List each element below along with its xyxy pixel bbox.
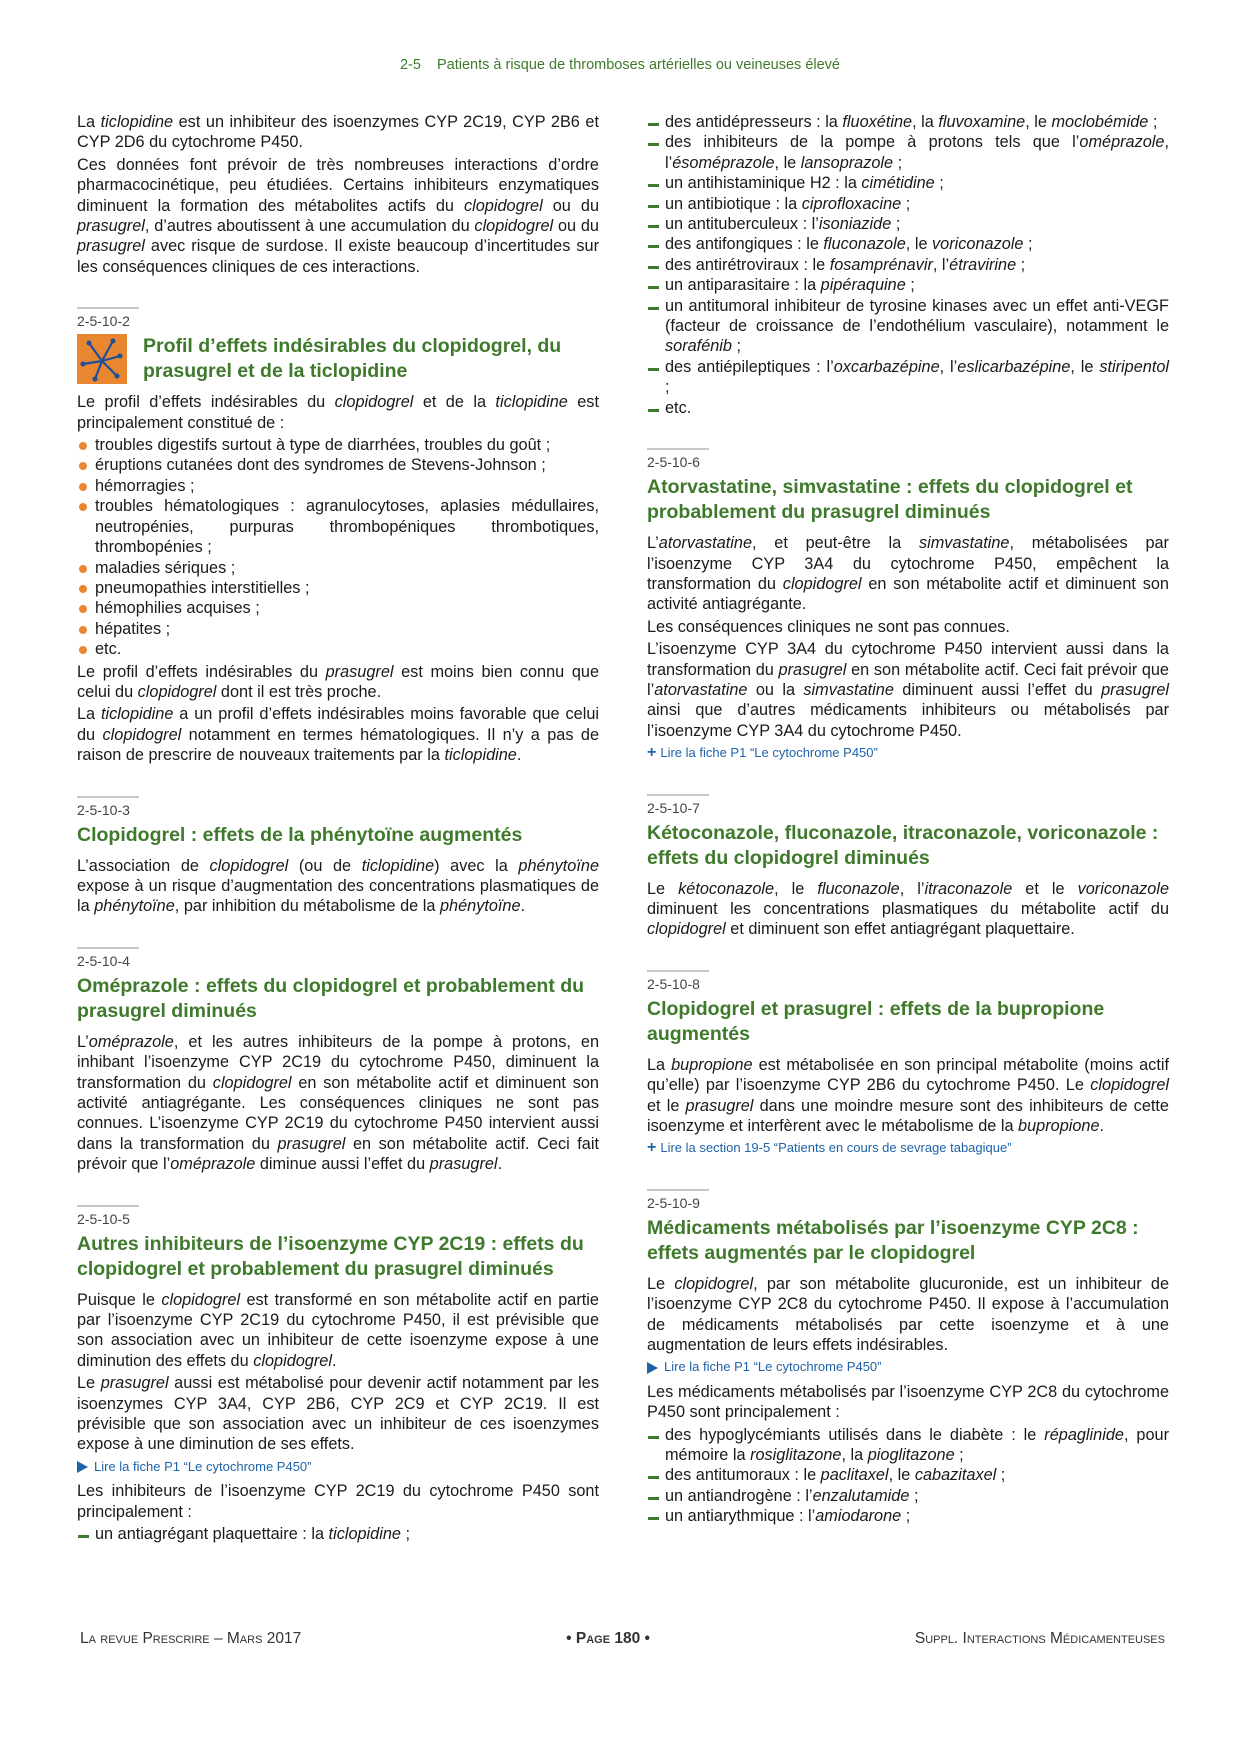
list-item: un antiagrégant plaquettaire : la ticlopidine ; xyxy=(77,1524,599,1544)
running-head-number: 2-5 xyxy=(399,57,421,73)
running-head xyxy=(0,57,1240,73)
section-rule xyxy=(647,1189,709,1191)
section-2-5-10-6 xyxy=(647,448,1169,763)
section-heading-with-icon xyxy=(77,334,599,392)
section-rule xyxy=(77,1205,139,1207)
arrow-right-icon xyxy=(647,1362,658,1374)
section-paragraph: Le kétoconazole, le fluconazole, l’itraconazole et le voriconazole diminuent les concentrations plasmatiques du métabolite actif du clopidogrel et diminuent son effet antiagrégant plaquettaire. xyxy=(647,879,1170,939)
list-item: des antitumoraux : le paclitaxel, le cabazitaxel ; xyxy=(647,1465,1169,1485)
page-number: • Page 180 • xyxy=(566,1630,650,1647)
list-item: etc. xyxy=(647,398,1169,418)
section-2-5-10-7 xyxy=(647,794,1169,940)
list-item: un antiarythmique : l’amiodarone ; xyxy=(647,1506,1169,1526)
list-item: troubles digestifs surtout à type de diarrhées, troubles du goût ; xyxy=(77,435,599,455)
cross-reference-text[interactable]: Lire la section 19-5 “Patients en cours de sevrage tabagique” xyxy=(660,1140,1012,1156)
section-paragraph: La bupropione est métabolisée en son principal métabolite (moins actif qu’elle) par l’isoenzyme CYP 2B6 du cytochrome P450. Le clopidogrel et le prasugrel dans une moindre mesure sont des inhibiteurs de cette isoenzyme et interfèrent avec le métabolisme de la bupropione. xyxy=(647,1055,1169,1135)
section-title: Oméprazole : effets du clopidogrel et probablement du prasugrel diminués xyxy=(77,974,585,1022)
list-item: un antibiotique : la ciprofloxacine ; xyxy=(647,194,1169,214)
arrow-right-icon xyxy=(77,1461,88,1473)
section-paragraph: L’isoenzyme CYP 3A4 du cytochrome P450 intervient aussi dans la transformation du prasugrel en son métabolite actif. Ceci fait prévoir que l’atorvastatine ou la simvastatine diminuent aussi l’effet du prasugrel ainsi que d’autres médicaments inhibiteurs ou métabolisés par l’isoenzyme CYP 3A4 du cytochrome P450. xyxy=(647,640,1169,740)
section-code: 2-5-10-7 xyxy=(647,799,700,816)
adverse-effects-list xyxy=(77,435,599,659)
cross-reference-text[interactable]: Lire la fiche P1 “Le cytochrome P450” xyxy=(660,745,878,761)
list-item: hémorragies ; xyxy=(77,476,599,496)
list-item: un antituberculeux : l’isoniazide ; xyxy=(647,214,1169,234)
section-title: Autres inhibiteurs de l’isoenzyme CYP 2C19 : effets du clopidogrel et probablement du prasugrel diminués xyxy=(77,1232,584,1280)
list-item: des inhibiteurs de la pompe à protons tels que l’oméprazole, l’ésoméprazole, le lansoprazole ; xyxy=(647,132,1169,173)
section-paragraph: Le clopidogrel, par son métabolite glucuronide, est un inhibiteur de l’isoenzyme CYP 2C8 du cytochrome P450. Il expose à l’accumulation de médicaments métabolisés par cette isoenzyme et à une augmentation de leurs effets indésirables. xyxy=(647,1274,1170,1355)
list-item: un antiparasitaire : la pipéraquine ; xyxy=(647,275,1169,295)
section-paragraph: Les conséquences cliniques ne sont pas connues. xyxy=(647,617,1010,636)
section-code: 2-5-10-6 xyxy=(647,454,700,471)
section-title: Atorvastatine, simvastatine : effets du clopidogrel et probablement du prasugrel diminués xyxy=(647,476,1133,524)
list-item: éruptions cutanées dont des syndromes de Stevens-Johnson ; xyxy=(77,455,599,475)
right-column xyxy=(647,112,1169,1529)
running-head-title: Patients à risque de thromboses artérielles ou veineuses élevé xyxy=(436,57,840,73)
section-paragraph: L’oméprazole, et les autres inhibiteurs de la pompe à protons, en inhibant l’isoenzyme CYP 2C19 du cytochrome P450, diminuent la transformation du clopidogrel en son métabolite actif et diminuent son activité antiagrégante. Les conséquences cliniques ne sont pas connues. L’isoenzyme CYP 2C19 du cytochrome P450 intervient aussi dans la transformation du prasugrel en son métabolite actif. Ceci fait prévoir que l’oméprazole diminue aussi l’effet du prasugrel. xyxy=(77,1032,600,1174)
cross-reference-text[interactable]: Lire la fiche P1 “Le cytochrome P450” xyxy=(94,1458,312,1474)
inhibitor-list-continued xyxy=(647,112,1169,418)
section-code: 2-5-10-4 xyxy=(77,952,130,969)
list-item: des antidépresseurs : la fluoxétine, la fluvoxamine, le moclobémide ; xyxy=(647,112,1169,132)
page-footer xyxy=(80,1630,1165,1648)
list-item: un antihistaminique H2 : la cimétidine ; xyxy=(647,173,1169,193)
section-paragraph: L’atorvastatine, et peut-être la simvastatine, métabolisées par l’isoenzyme CYP 3A4 du cytochrome P450, empêchent la transformation du clopidogrel en son métabolite actif et diminuent son activité antiagrégante. xyxy=(647,534,1169,614)
section-title: Médicaments métabolisés par l’isoenzyme CYP 2C8 : effets augmentés par le clopidogrel xyxy=(647,1216,1139,1264)
section-rule xyxy=(77,307,139,309)
list-item: hémophilies acquises ; xyxy=(77,598,599,618)
section-paragraph: Les médicaments métabolisés par l’isoenzyme CYP 2C8 du cytochrome P450 sont principalement : xyxy=(647,1382,1169,1422)
section-paragraph: Le profil d’effets indésirables du clopidogrel et de la ticlopidine est principalement constitué de : xyxy=(77,393,599,432)
intro-paragraph-1: La ticlopidine est un inhibiteur des isoenzymes CYP 2C19, CYP 2B6 et CYP 2D6 du cytochrome P450. xyxy=(77,113,599,152)
cross-reference-link[interactable] xyxy=(77,1457,599,1477)
cross-reference-link[interactable] xyxy=(647,1357,1169,1377)
section-title: Kétoconazole, fluconazole, itraconazole, voriconazole : effets du clopidogrel diminués xyxy=(647,821,1159,869)
section-code: 2-5-10-2 xyxy=(77,313,130,330)
list-item: troubles hématologiques : agranulocytoses, aplasies médullaires, neutropénies, purpuras thrombopéniques thrombotiques, thrombopénies ; xyxy=(77,496,599,557)
cross-reference-text[interactable]: Lire la fiche P1 “Le cytochrome P450” xyxy=(664,1359,882,1375)
list-item: des antiépileptiques : l’oxcarbazépine, l’eslicarbazépine, le stiripentol ; xyxy=(647,357,1169,398)
section-paragraph: Le prasugrel aussi est métabolisé pour devenir actif notamment par les isoenzymes CYP 3A4, CYP 2B6, CYP 2C9 et CYP 2C19. Il est prévisible que son association avec un inhibiteur de ces isoenzymes expose à une diminution de ses effets. xyxy=(77,1374,599,1454)
footer-journal: La revue Prescrire – Mars 2017 xyxy=(80,1630,302,1647)
list-item: des hypoglycémiants utilisés dans le diabète : le répaglinide, pour mémoire la rosiglitazone, la pioglitazone ; xyxy=(647,1425,1169,1466)
section-2-5-10-9 xyxy=(647,1189,1169,1527)
section-2-5-10-5 xyxy=(77,1205,599,1545)
section-code: 2-5-10-9 xyxy=(647,1194,700,1211)
section-paragraph: La ticlopidine a un profil d’effets indésirables moins favorable que celui du clopidogrel notamment en termes hématologiques. Il n’y a pas de raison de prescrire de nouveaux traitements par la ticlopidine. xyxy=(77,705,599,765)
section-paragraph: L’association de clopidogrel (ou de ticlopidine) avec la phénytoïne expose à un risque d’augmentation des concentrations plasmatiques de la phénytoïne, par inhibition du métabolisme de la phénytoïne. xyxy=(77,856,599,916)
section-rule xyxy=(647,794,709,796)
plus-icon: + xyxy=(647,744,657,762)
section-code: 2-5-10-3 xyxy=(77,801,130,818)
inhibitor-list xyxy=(77,1524,599,1544)
section-2-5-10-2 xyxy=(77,307,599,765)
section-code: 2-5-10-8 xyxy=(647,975,700,992)
list-item: hépatites ; xyxy=(77,619,599,639)
section-paragraph: Puisque le clopidogrel est transformé en son métabolite actif en partie par l’isoenzyme CYP 2C19 du cytochrome P450, il est prévisible que son association avec un inhibiteur de cette isoenzyme expose à une diminution des effets du clopidogrel. xyxy=(77,1290,599,1370)
footer-supplement: Suppl. Interactions Médicamenteuses xyxy=(914,1630,1165,1647)
cyp2c8-substrates-list xyxy=(647,1425,1169,1527)
list-item: un antiandrogène : l’enzalutamide ; xyxy=(647,1486,1169,1506)
plus-icon: + xyxy=(647,1139,657,1157)
section-paragraph: Les inhibiteurs de l’isoenzyme CYP 2C19 du cytochrome P450 sont principalement : xyxy=(77,1482,599,1521)
section-title: Profil d’effets indésirables du clopidogrel, du prasugrel et de la ticlopidine xyxy=(143,335,562,383)
section-rule xyxy=(647,448,709,450)
section-paragraph: Le profil d’effets indésirables du prasugrel est moins bien connu que celui du clopidogrel dont il est très proche. xyxy=(77,662,599,701)
list-item: des antifongiques : le fluconazole, le voriconazole ; xyxy=(647,234,1169,254)
list-item: un antitumoral inhibiteur de tyrosine kinases avec un effet anti-VEGF (facteur de croissance de l’endothélium vasculaire), notamment le sorafénib ; xyxy=(647,296,1169,357)
list-item: pneumopathies interstitielles ; xyxy=(77,578,599,598)
cross-reference-link[interactable] xyxy=(647,743,1169,763)
cross-reference-link[interactable] xyxy=(647,1138,1169,1158)
list-item: des antirétroviraux : le fosamprénavir, l’étravirine ; xyxy=(647,255,1169,275)
section-title: Clopidogrel : effets de la phénytoïne augmentés xyxy=(77,823,523,846)
section-rule xyxy=(77,947,139,949)
section-rule xyxy=(77,796,139,798)
intro-paragraph-2: Ces données font prévoir de très nombreuses interactions d’ordre pharmacocinétique, peu étudiées. Certains inhibiteurs enzymatiques diminuent la formation des métabolites actifs du clopidogrel ou du prasugrel, d’autres aboutissent à une accumulation du clopidogrel ou du prasugrel avec risque de surdose. Il existe beaucoup d’incertitudes sur les conséquences cliniques de ces interactions. xyxy=(77,155,599,276)
adverse-effects-sticker-icon xyxy=(77,334,127,384)
section-2-5-10-4 xyxy=(77,947,599,1175)
left-column xyxy=(77,112,599,1547)
section-2-5-10-8 xyxy=(647,970,1169,1159)
section-rule xyxy=(647,970,709,972)
list-item: maladies sériques ; xyxy=(77,558,599,578)
section-code: 2-5-10-5 xyxy=(77,1210,130,1227)
section-2-5-10-3 xyxy=(77,796,599,917)
section-title: Clopidogrel et prasugrel : effets de la bupropione augmentés xyxy=(647,997,1105,1045)
list-item: etc. xyxy=(77,639,599,659)
